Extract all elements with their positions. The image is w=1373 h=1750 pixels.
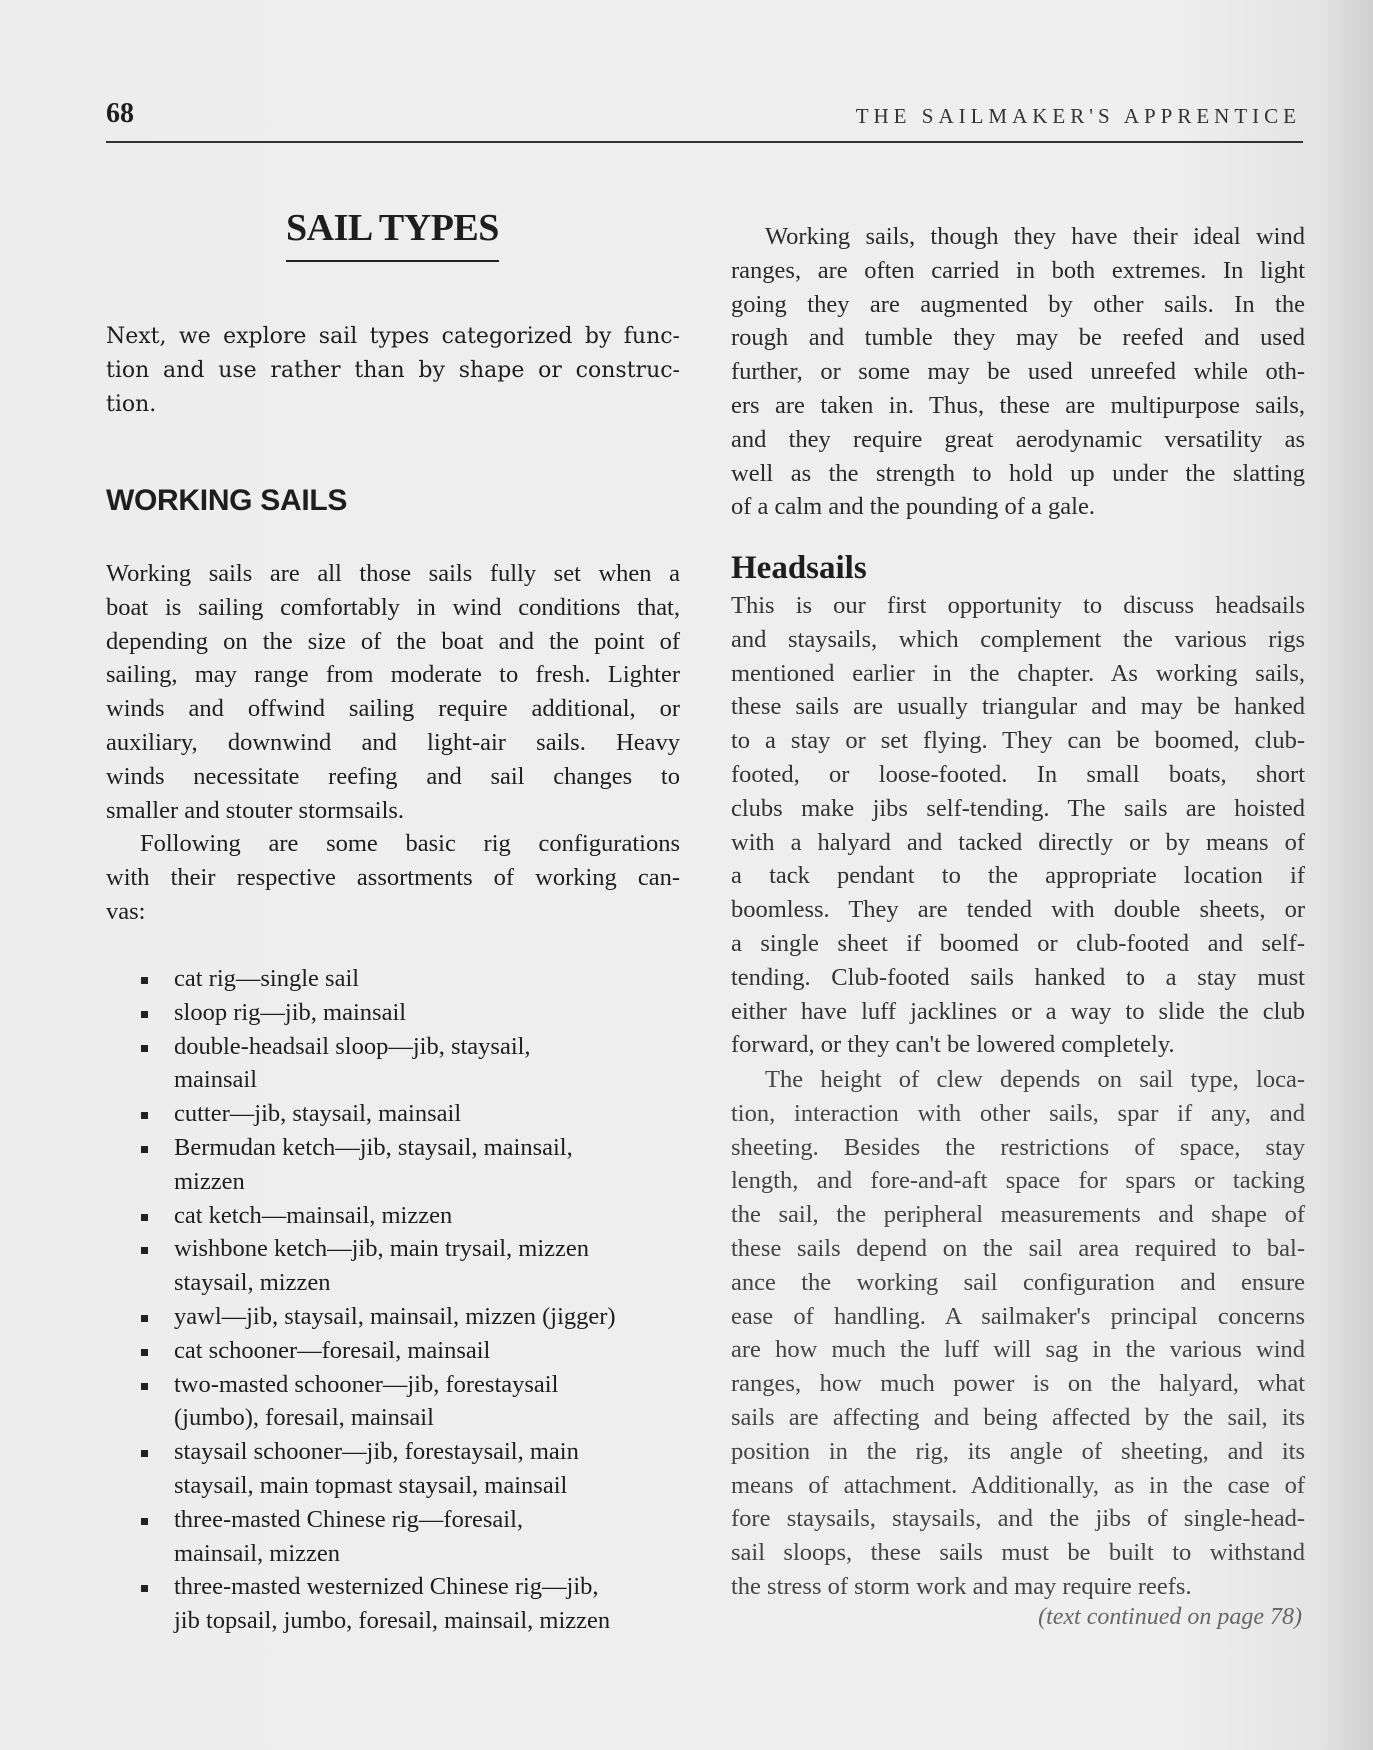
- text-line: length, and fore-and-aft space for spars or tacking: [731, 1167, 1305, 1195]
- text-line: boat is sailing comfortably in wind conditions that,: [106, 593, 680, 621]
- text-line: are how much the luff will sag in the various wind: [731, 1336, 1305, 1364]
- text-line: either have luff jacklines or a way to slide the club: [731, 997, 1305, 1025]
- list-item: [106, 1503, 706, 1571]
- text-line: Working sails, though they have their ideal wind: [765, 223, 1305, 250]
- list-item: [106, 1300, 706, 1334]
- text-line: Working sails are all those sails fully set when a: [106, 560, 680, 587]
- text-line: means of attachment. Additionally, as in the case of: [731, 1471, 1305, 1499]
- list-item-line: staysail, main topmast staysail, mainsail: [174, 1471, 568, 1499]
- text-line: rough and tumble they may be reefed and used: [731, 324, 1305, 352]
- text-line: with a halyard and tacked directly or by means of: [731, 828, 1305, 856]
- list-item-line: Bermudan ketch—jib, staysail, mainsail,: [174, 1133, 573, 1161]
- text-line: tending. Club-footed sails hanked to a stay must: [731, 963, 1305, 991]
- text-line: This is our first opportunity to discuss headsails: [731, 592, 1305, 619]
- text-line: sail sloops, these sails must be built to withstand: [731, 1539, 1305, 1567]
- headsails-paragraph: [731, 589, 1305, 1062]
- text-line: further, or some may be used unreefed while oth-: [731, 358, 1305, 386]
- list-item: [106, 1097, 706, 1131]
- working-sails-heading: WORKING SAILS: [106, 484, 348, 517]
- text-line: vas:: [106, 897, 146, 925]
- text-line: sheeting. Besides the restrictions of space, stay: [731, 1133, 1305, 1161]
- text-line: the stress of storm work and may require reefs.: [731, 1572, 1192, 1600]
- text-line: footed, or loose-footed. In small boats, short: [731, 760, 1305, 788]
- text-line: fore staysails, staysails, and the jibs of single-head-: [731, 1505, 1305, 1533]
- text-line: winds and offwind sailing require additional, or: [106, 695, 680, 723]
- list-item-line: (jumbo), foresail, mainsail: [174, 1404, 434, 1432]
- text-line: depending on the size of the boat and the point of: [106, 627, 680, 655]
- intro-paragraph: [106, 320, 680, 421]
- list-item: [106, 996, 706, 1030]
- working-sails-paragraph: [106, 557, 680, 827]
- list-item-line: yawl—jib, staysail, mainsail, mizzen (jigger): [174, 1302, 616, 1330]
- text-line: and staysails, which complement the various rigs: [731, 625, 1305, 653]
- text-line: tion.: [106, 391, 157, 417]
- text-line: Next, we explore sail types categorized by func-: [106, 324, 680, 349]
- text-line: with their respective assortments of working can-: [106, 863, 680, 891]
- list-item-line: two-masted schooner—jib, forestaysail: [174, 1370, 559, 1398]
- text-line: clubs make jibs self-tending. The sails are hoisted: [731, 794, 1305, 822]
- running-title: THE SAILMAKER'S APPRENTICE: [855, 104, 1301, 128]
- text-line: position in the rig, its angle of sheeting, and its: [731, 1437, 1305, 1465]
- text-line: these sails depend on the sail area required to bal-: [731, 1234, 1305, 1262]
- page-title: SAIL TYPES: [286, 206, 499, 262]
- text-line: sails are affecting and being affected by the sail, its: [731, 1403, 1305, 1431]
- text-line: tion and use rather than by shape or construc-: [106, 357, 680, 383]
- list-item-line: double-headsail sloop—jib, staysail,: [174, 1032, 531, 1060]
- text-line: of a calm and the pounding of a gale.: [731, 493, 1095, 521]
- list-item-line: mainsail: [174, 1066, 258, 1094]
- page-number: 68: [106, 98, 134, 129]
- list-item: [106, 1368, 706, 1436]
- text-line: auxiliary, downwind and light-air sails. Heavy: [106, 728, 680, 756]
- text-line: and they require great aerodynamic versatility as: [731, 425, 1305, 453]
- text-line: to a stay or set flying. They can be boomed, club-: [731, 727, 1305, 755]
- text-line: ranges, how much power is on the halyard, what: [731, 1370, 1305, 1398]
- text-line: ance the working sail configuration and ensure: [731, 1268, 1305, 1296]
- text-line: sailing, may range from moderate to fresh. Lighter: [106, 661, 680, 689]
- list-item: [106, 1334, 706, 1368]
- header-rule: [106, 141, 1303, 143]
- versatility-paragraph: [731, 220, 1305, 524]
- text-line: boomless. They are tended with double sheets, or: [731, 896, 1305, 924]
- list-item: [106, 1232, 706, 1300]
- list-item-line: cutter—jib, staysail, mainsail: [174, 1100, 462, 1128]
- text-line: tion, interaction with other sails, spar if any, and: [731, 1099, 1305, 1127]
- list-item-line: wishbone ketch—jib, main trysail, mizzen: [174, 1235, 590, 1263]
- text-line: Following are some basic rig configurations: [140, 830, 680, 857]
- list-item-line: mainsail, mizzen: [174, 1539, 340, 1567]
- list-item-line: cat schooner—foresail, mainsail: [174, 1336, 491, 1364]
- text-line: ranges, are often carried in both extremes. In light: [731, 256, 1305, 284]
- text-line: well as the strength to hold up under the slatting: [731, 459, 1305, 487]
- list-item: [106, 1199, 706, 1233]
- list-item-line: staysail schooner—jib, forestaysail, main: [174, 1438, 579, 1466]
- list-item: [106, 1131, 706, 1199]
- list-item: [106, 1030, 706, 1098]
- list-item-line: cat rig—single sail: [174, 965, 360, 992]
- text-line: smaller and stouter stormsails.: [106, 796, 405, 824]
- text-line: mentioned earlier in the chapter. As working sails,: [731, 659, 1305, 687]
- text-line: these sails are usually triangular and may be hanked: [731, 693, 1305, 721]
- text-line: forward, or they can't be lowered completely.: [731, 1031, 1175, 1059]
- list-item-line: cat ketch—mainsail, mizzen: [174, 1201, 453, 1229]
- text-line: the sail, the peripheral measurements and shape of: [731, 1201, 1305, 1229]
- list-item-line: mizzen: [174, 1167, 245, 1195]
- list-item-line: jib topsail, jumbo, foresail, mainsail, mizzen: [174, 1607, 611, 1635]
- list-item-line: sloop rig—jib, mainsail: [174, 998, 407, 1026]
- list-item-line: three-masted Chinese rig—foresail,: [174, 1505, 524, 1533]
- text-line: winds necessitate reefing and sail changes to: [106, 762, 680, 790]
- list-item: [106, 1570, 706, 1638]
- rig-configuration-list: [106, 962, 706, 1638]
- text-line: ease of handling. A sailmaker's principal concerns: [731, 1302, 1305, 1330]
- list-item: [106, 1435, 706, 1503]
- list-item-line: three-masted westernized Chinese rig—jib,: [174, 1573, 599, 1601]
- following-paragraph: [106, 827, 680, 928]
- list-item: [106, 962, 706, 996]
- continued-note: (text continued on page 78): [1038, 1604, 1302, 1630]
- list-item-line: staysail, mizzen: [174, 1269, 331, 1297]
- text-line: The height of clew depends on sail type, loca-: [765, 1066, 1305, 1093]
- clew-height-paragraph: [731, 1063, 1305, 1604]
- text-line: ers are taken in. Thus, these are multipurpose sails,: [731, 391, 1305, 419]
- text-line: a tack pendant to the appropriate location if: [731, 862, 1305, 890]
- headsails-heading: Headsails: [731, 550, 867, 586]
- text-line: a single sheet if boomed or club-footed and self-: [731, 929, 1305, 957]
- text-line: going they are augmented by other sails. In the: [731, 290, 1305, 318]
